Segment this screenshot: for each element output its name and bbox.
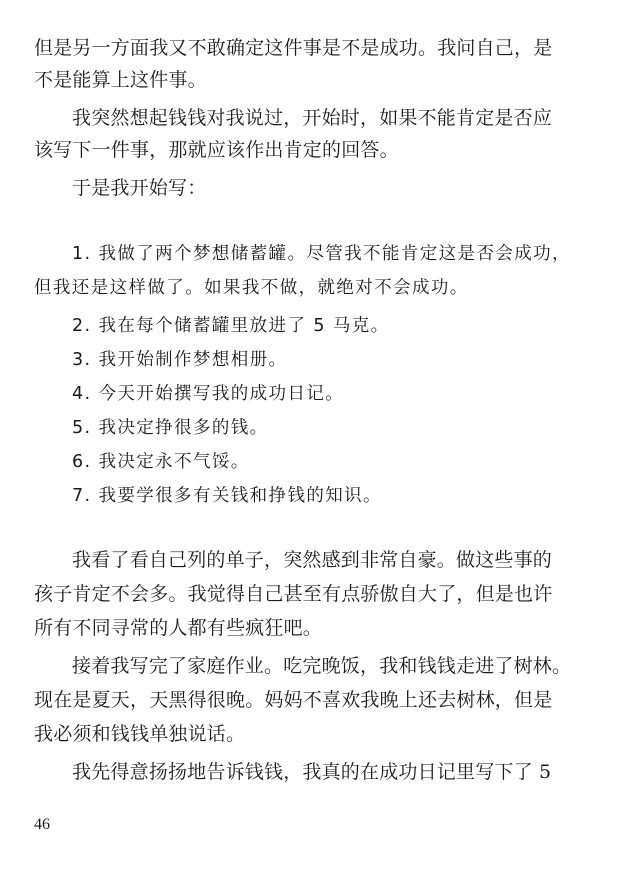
- paragraph-6-line-1: 我先得意扬扬地告诉钱钱，我真的在成功日记里写下了 5: [72, 761, 552, 783]
- paragraph-2-line-1: 我突然想起钱钱对我说过，开始时，如果不能肯定是否应: [72, 107, 553, 129]
- list-item-1-line-2: 但我还是这样做了。如果我不做，就绝对不会成功。: [34, 278, 469, 298]
- list-item-6: 6. 我决定永不气馁。: [72, 452, 250, 472]
- paragraph-4-line-1: 我看了看自己列的单子，突然感到非常自豪。做这些事的: [72, 549, 553, 571]
- list-item-3: 3. 我开始制作梦想相册。: [72, 350, 288, 370]
- list-item-7: 7. 我要学很多有关钱和挣钱的知识。: [72, 486, 382, 506]
- list-item-1-line-1: 1. 我做了两个梦想储蓄罐。尽管我不能肯定这是否会成功，: [72, 244, 571, 264]
- paragraph-3-line-1: 于是我开始写：: [72, 177, 207, 199]
- paragraph-1-line-2: 不是能算上这件事。: [34, 69, 207, 91]
- paragraph-4-line-3: 所有不同寻常的人都有些疯狂吧。: [34, 617, 323, 639]
- list-item-5: 5. 我决定挣很多的钱。: [72, 418, 269, 438]
- page-number: 46: [34, 816, 50, 833]
- paragraph-4-line-2: 孩子肯定不会多。我觉得自己甚至有点骄傲自大了，但是也许: [34, 583, 553, 605]
- paragraph-5-line-3: 我必须和钱钱单独说话。: [34, 723, 246, 745]
- paragraph-2-line-2: 该写下一件事，那就应该作出肯定的回答。: [34, 139, 399, 161]
- paragraph-5-line-1: 接着我写完了家庭作业。吃完晚饭，我和钱钱走进了树林。: [72, 655, 572, 677]
- list-item-2: 2. 我在每个储蓄罐里放进了 5 马克。: [72, 316, 390, 336]
- paragraph-1-line-1: 但是另一方面我又不敢确定这件事是不是成功。我问自己，是: [34, 37, 553, 59]
- paragraph-5-line-2: 现在是夏天，天黑得很晚。妈妈不喜欢我晚上还去树林，但是: [34, 689, 553, 711]
- list-item-4: 4. 今天开始撰写我的成功日记。: [72, 384, 345, 404]
